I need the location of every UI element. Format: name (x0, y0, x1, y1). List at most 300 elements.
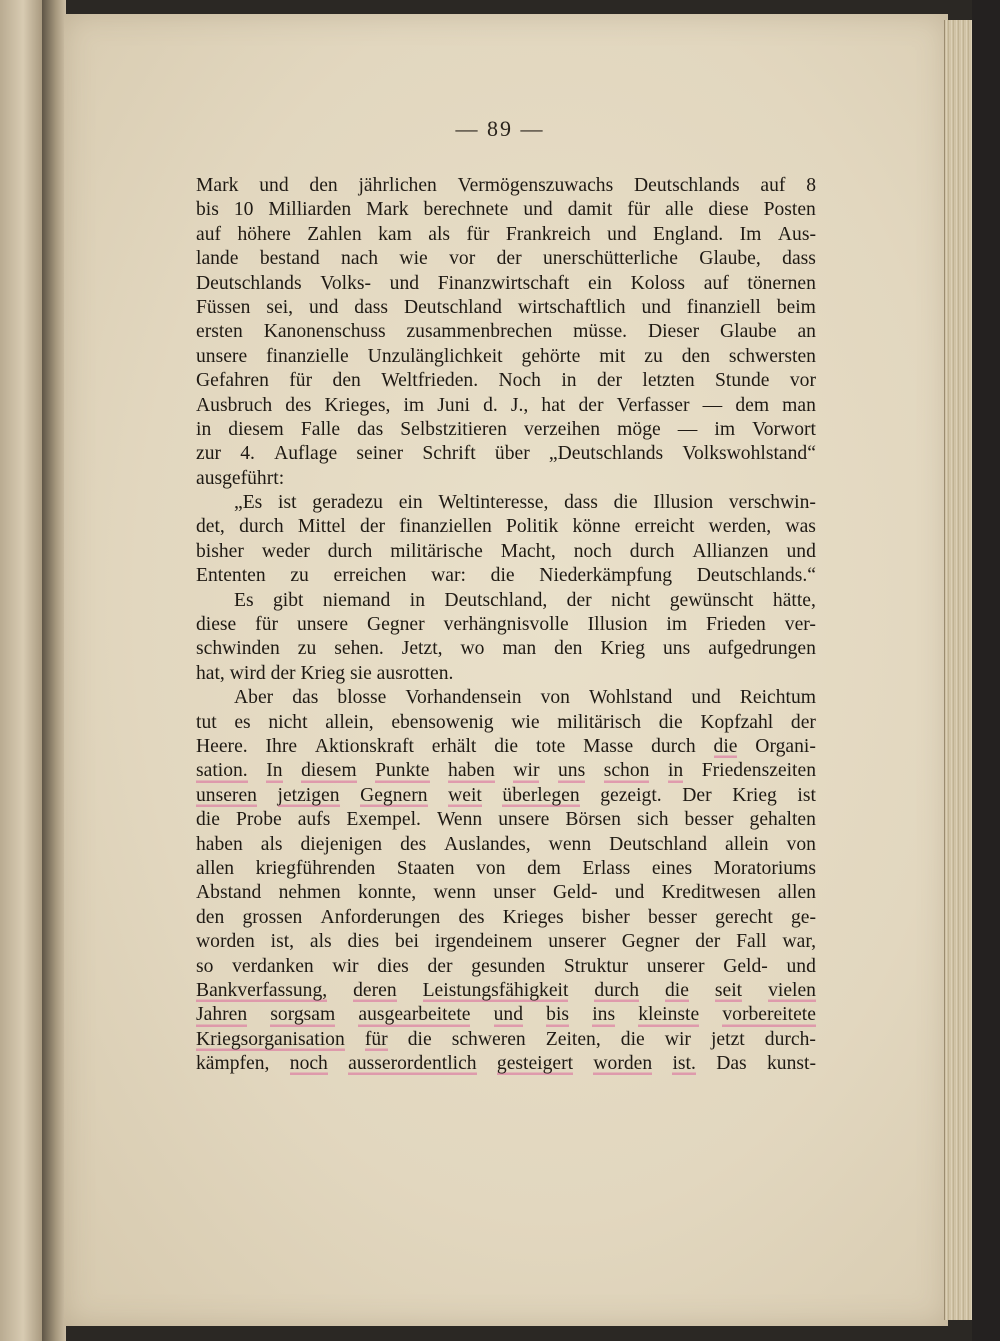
word: Deutschlands (634, 175, 740, 196)
word: dies (377, 955, 409, 977)
word: Vorhandensein (405, 687, 522, 709)
word: wo (460, 638, 485, 660)
word: sehen. (334, 638, 384, 660)
word: jährlichen (358, 175, 437, 196)
word: Abstand (196, 882, 262, 904)
word: Deutschland (609, 833, 708, 855)
word: seit (715, 979, 742, 1003)
word: ins (592, 1003, 615, 1027)
left-page-edge (0, 0, 44, 1341)
word: Füssen (196, 296, 251, 318)
word: niemand (322, 589, 391, 611)
word: Wohlstand (589, 687, 673, 709)
word: vorbereitete (722, 1003, 816, 1027)
word: irgendeinem (434, 931, 533, 953)
word: Vermögenszuwachs (457, 175, 614, 196)
word: erreicht (634, 516, 695, 538)
word: im (403, 394, 425, 416)
word: und (523, 199, 553, 221)
word: möge (617, 418, 661, 440)
word: müsse. (573, 321, 628, 343)
word: worden (593, 1052, 652, 1076)
word: sorgsam (270, 1003, 335, 1027)
word: hat, (196, 662, 230, 684)
word: wie (511, 711, 540, 733)
word: Struktur (563, 955, 629, 977)
text-line (196, 589, 816, 613)
word: ausserordentlich (348, 1052, 476, 1076)
word: zu (644, 345, 663, 367)
word: unserer (548, 931, 606, 953)
word: diesem (228, 418, 284, 440)
word: tut (196, 711, 217, 733)
word: kam (378, 223, 412, 245)
word: in (561, 370, 577, 392)
word: kämpfen, (196, 1053, 270, 1075)
word: unser (493, 882, 536, 904)
text-line (196, 613, 816, 637)
word: Masse (583, 735, 634, 757)
word: Aktionskraft (314, 735, 414, 757)
word: Geld- (552, 882, 598, 904)
word: die (620, 1028, 645, 1050)
word: und (389, 272, 420, 294)
word: kleinste (638, 1003, 699, 1027)
word: Auflage (274, 443, 338, 465)
word: seiner (356, 443, 404, 465)
word: Gegnern (360, 784, 427, 808)
word: Ausbruch (196, 394, 273, 416)
word: und (786, 955, 816, 977)
word: dies (347, 931, 380, 953)
word: auf (760, 175, 786, 196)
word: Ententen (196, 565, 266, 587)
word: Dieser (647, 321, 700, 343)
word: Mark (366, 199, 409, 221)
word: Krieg (732, 784, 777, 806)
word: Deutschland (403, 296, 502, 318)
word: und (691, 687, 721, 709)
word: — (677, 418, 698, 440)
word: für (466, 223, 490, 245)
word: vor (789, 370, 816, 392)
word: allein (725, 833, 769, 855)
word: verzeihen (523, 418, 601, 440)
word: auf (196, 223, 222, 245)
word: man (782, 394, 816, 416)
word: als (428, 223, 451, 245)
word: letzten (642, 370, 695, 392)
word: ausgearbeitete (358, 1003, 470, 1027)
word: diese (196, 614, 237, 636)
word: dass (354, 296, 389, 318)
word: England. (653, 223, 724, 245)
text-line (196, 881, 816, 905)
word: Weltinteresse, (438, 492, 549, 514)
word: Probe (235, 809, 282, 831)
text-line (196, 247, 816, 271)
word: Mark (196, 175, 239, 196)
word: über (494, 443, 530, 465)
word: schwersten (728, 345, 816, 367)
word: Aus- (777, 223, 816, 245)
word: allen (196, 857, 235, 879)
word: aufs (297, 809, 331, 831)
word: Gegner (366, 614, 425, 636)
word: im (666, 614, 688, 636)
word: ausgeführt: (196, 467, 285, 489)
word: den (554, 638, 583, 660)
word: die (714, 735, 738, 759)
word: den (309, 175, 338, 196)
word: Leistungsfähigkeit (423, 979, 569, 1003)
word: noch (290, 1052, 328, 1076)
word: durch (651, 735, 696, 757)
word: ein (398, 492, 423, 514)
word: d. (483, 394, 498, 416)
word: Organi- (755, 735, 816, 757)
word: Deutschlands.“ (696, 565, 816, 587)
word: Allianzen (692, 540, 769, 562)
word: Koloss (630, 272, 686, 294)
word: und (259, 175, 289, 196)
word: des (285, 394, 312, 416)
word: sei, (266, 296, 294, 318)
word: bis (196, 199, 219, 221)
word: diese (708, 199, 749, 221)
word: wenn (433, 882, 476, 904)
word: hat (541, 394, 566, 416)
text-line (196, 320, 816, 344)
word: durch (594, 979, 639, 1003)
word: Illusion (653, 492, 714, 514)
word: finanziellen (399, 516, 492, 538)
word: als (309, 931, 332, 953)
word: höhere (237, 223, 291, 245)
word: sation. (196, 759, 248, 783)
word: sich (636, 809, 669, 831)
word: Unzulänglichkeit (367, 345, 503, 367)
word: Auslandes, (444, 833, 531, 855)
text-line (196, 784, 816, 808)
word: lande (196, 248, 239, 270)
word: von (786, 833, 816, 855)
word: im (714, 418, 736, 440)
word: diejenigen (300, 833, 383, 855)
word: erhält (431, 735, 477, 757)
word: weit (448, 784, 482, 808)
word: ist (797, 784, 816, 806)
text-line (196, 467, 816, 491)
word: haben (196, 833, 243, 855)
word: hätte, (772, 589, 816, 611)
word: J., (510, 394, 529, 416)
word: überlegen (502, 784, 579, 808)
word: die (658, 711, 683, 733)
text-line (196, 418, 816, 442)
word: Börsen (565, 809, 621, 831)
word: von (476, 857, 506, 879)
word: und (308, 296, 339, 318)
word: Bankverfassung, (196, 979, 327, 1003)
text-line (196, 955, 816, 979)
word: „Deutschlands (548, 443, 664, 465)
text-line (196, 223, 816, 247)
word: nicht (268, 711, 308, 733)
word: Volks- (320, 272, 372, 294)
word: der (360, 516, 386, 538)
word: der (566, 589, 592, 611)
word: und (641, 296, 671, 318)
word: zu (290, 565, 309, 587)
word: für (627, 199, 651, 221)
word: Noch (498, 370, 541, 392)
word: nach (341, 248, 379, 270)
word: „Es (234, 492, 263, 514)
text-line (196, 930, 816, 954)
word: die (665, 979, 689, 1003)
text-line (196, 906, 816, 930)
word: deren (353, 979, 397, 1003)
word: besser (684, 809, 734, 831)
word: auf (703, 272, 729, 294)
word: und (494, 1003, 523, 1027)
word: Gefahren (196, 370, 269, 392)
word: unserer (646, 955, 705, 977)
word: das (357, 418, 384, 440)
text-line (196, 662, 816, 686)
word: durch (629, 540, 675, 562)
word: Das (716, 1053, 747, 1075)
text-line (196, 686, 816, 710)
word: unerschütterliche (543, 248, 678, 270)
word: Posten (763, 199, 816, 221)
word: des (400, 833, 427, 855)
word: Schrift (422, 443, 476, 465)
word: vor (449, 248, 476, 270)
text-line (196, 1052, 816, 1076)
word: Milliarden (268, 199, 352, 221)
word: dass (782, 248, 816, 270)
text-line (196, 296, 816, 320)
word: berechnete (423, 199, 509, 221)
word: es (234, 711, 251, 733)
word: Jetzt, (401, 638, 443, 660)
word: Zahlen (307, 223, 362, 245)
word: verdanken (232, 955, 314, 977)
text-line (196, 174, 816, 198)
body-text (196, 174, 816, 1076)
word: nehmen (278, 882, 341, 904)
word: geradezu (312, 492, 383, 514)
word: beim (776, 296, 816, 318)
text-line (196, 345, 816, 369)
word: weder (261, 540, 310, 562)
word: zur (196, 443, 222, 465)
word: diesem (301, 759, 357, 783)
word: ebensowenig (391, 711, 494, 733)
word: den (332, 370, 361, 392)
word: Aber (234, 687, 274, 709)
word: durch (327, 540, 373, 562)
word: nicht (611, 589, 651, 611)
word: Verfasser (616, 394, 690, 416)
word: Niederkämpfung (539, 565, 673, 587)
word: Glaube, (699, 248, 761, 270)
word: verschwin- (728, 492, 816, 514)
word: gibt (273, 589, 304, 611)
word: an (797, 321, 816, 343)
word: 10 (233, 199, 254, 221)
word: wenn (548, 833, 592, 855)
word: bisher (581, 906, 630, 928)
text-line (196, 515, 816, 539)
word: Finanzwirtschaft (437, 272, 570, 294)
word: der (270, 662, 301, 684)
word: jetzigen (278, 784, 340, 808)
word: Krieg (300, 662, 350, 684)
word: unsere (296, 614, 349, 636)
word: durch- (764, 1028, 816, 1050)
word: 8 (806, 175, 816, 196)
word: war: (431, 565, 466, 587)
text-line (196, 394, 816, 418)
word: war, (782, 931, 816, 953)
word: Moratoriums (713, 857, 816, 879)
word: In (266, 759, 282, 783)
word: Exempel. (346, 809, 421, 831)
word: kunst- (766, 1053, 816, 1075)
word: Vorwort (752, 418, 816, 440)
word: Kreditwesen (661, 882, 761, 904)
word: aufgedrungen (708, 638, 816, 660)
word: Fall (736, 931, 767, 953)
word: in (409, 589, 426, 611)
word: ein (588, 272, 612, 294)
text-line (196, 369, 816, 393)
word: die (490, 565, 515, 587)
word: der (578, 394, 604, 416)
word: und (614, 882, 645, 904)
word: Jahren (196, 1003, 247, 1027)
word: und (607, 223, 637, 245)
word: finanzielle (266, 345, 349, 367)
word: werden, (708, 516, 772, 538)
word: schweren (451, 1028, 526, 1050)
text-line (196, 1028, 816, 1052)
word: vielen (768, 979, 816, 1003)
word: der (427, 955, 453, 977)
word: dem (527, 857, 561, 879)
word: Krieg (600, 638, 646, 660)
word: ersten (196, 321, 243, 343)
word: bis (546, 1003, 569, 1027)
word: verhängnisvolle (443, 614, 569, 636)
word: Erlass (582, 857, 631, 879)
word: unsere (196, 345, 248, 367)
word: als (260, 833, 283, 855)
word: Illusion (587, 614, 648, 636)
word: grossen (242, 906, 303, 928)
word: alle (665, 199, 694, 221)
word: Im (739, 223, 762, 245)
word: gerecht (715, 906, 773, 928)
word: Falle (300, 418, 341, 440)
word: das (292, 687, 319, 709)
word: mit (599, 345, 626, 367)
word: blosse (337, 687, 387, 709)
word: Glaube (719, 321, 777, 343)
word: in (668, 759, 683, 783)
background-edge (972, 0, 1000, 1341)
word: zu (297, 638, 317, 660)
word: Mittel (297, 516, 346, 538)
word: gesunden (471, 955, 546, 977)
word: allen (777, 882, 816, 904)
word: Selbstzitieren (400, 418, 507, 440)
word: worden (196, 931, 255, 953)
word: Es (234, 589, 254, 611)
word: Gegner (621, 931, 680, 953)
word: schon (604, 759, 650, 783)
word: bestand (259, 248, 320, 270)
word: bei (394, 931, 419, 953)
text-line (196, 979, 816, 1003)
word: uns (558, 759, 585, 783)
word: Heere. (196, 735, 248, 757)
word: Reichtum (739, 687, 816, 709)
word: Kanonenschuss (263, 321, 386, 343)
word: kriegführenden (255, 857, 376, 879)
word: wir (664, 1028, 691, 1050)
word: unseren (196, 784, 257, 808)
word: wie (399, 248, 428, 270)
text-line (196, 759, 816, 783)
text-line (196, 857, 816, 881)
text-line (196, 711, 816, 735)
word: noch (573, 540, 612, 562)
word: erreichen (333, 565, 407, 587)
text-line (196, 491, 816, 515)
word: konnte, (357, 882, 417, 904)
word: Deutschland, (444, 589, 548, 611)
text-line (196, 272, 816, 296)
word: ist. (672, 1052, 695, 1076)
word: Ihre (265, 735, 298, 757)
word: Zeiten, (545, 1028, 601, 1050)
page-stack-edge (944, 20, 973, 1320)
word: wird (229, 662, 271, 684)
text-line (196, 540, 816, 564)
word: Politik (505, 516, 559, 538)
word: wir (332, 955, 359, 977)
word: und (786, 540, 816, 562)
word: Kopfzahl (700, 711, 774, 733)
word: durch (239, 516, 284, 538)
word: Krieges (502, 906, 564, 928)
page-number: — 89 — (455, 116, 545, 141)
text-line (196, 564, 816, 588)
word: Weltfrieden. (381, 370, 479, 392)
word: finanziell (686, 296, 761, 318)
text-line (196, 442, 816, 466)
word: jetzt (710, 1028, 745, 1050)
word: uns (663, 638, 691, 660)
word: Friedenszeiten (701, 760, 816, 782)
text-line (196, 833, 816, 857)
word: wir (513, 759, 539, 783)
word: man (502, 638, 537, 660)
